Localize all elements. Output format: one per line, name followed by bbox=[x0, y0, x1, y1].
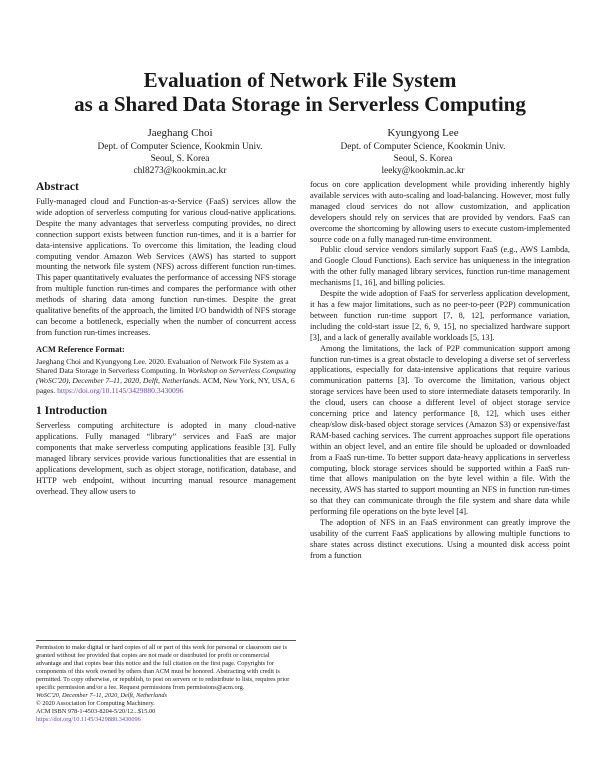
paper-title-line-1: Evaluation of Network File System bbox=[143, 68, 457, 92]
right-column bbox=[310, 180, 570, 562]
reference-publisher: . ACM, New York, NY, USA, 6 pages. bbox=[36, 376, 295, 396]
reference-doi-link[interactable]: https://doi.org/10.1145/3429880.3430096 bbox=[57, 386, 184, 396]
reference-format-text bbox=[36, 357, 296, 397]
body-paragraph: Among the limitations, the lack of P2P communication support among function run-times is a great obstacle to developing a diverse set of serverless applications, especially for data-intensive applications that require various communication patterns [3]. To overcome the limitation, various object storage services have been used to store intermediate datasets temporarily. In the cloud, users can choose a different level of object storage service concerning price and latency performance [8, 12], which uses either cheap/slow disk-based object storage services (Amazon S3) or expensive/fast RAM-based caching services. The current approaches support file operations within an object level, and an entire file should be uploaded or downloaded from a FaaS run-time. To better support data-heavy applications in serverless computing, block storage services should be supported within a FaaS run-time that allows manipulation on the byte level within a file. With the necessity, AWS has started to support mounting an NFS in function run-times so that they can communicate through the file system and share data while performing file operations on the byte level [4]. bbox=[310, 343, 570, 517]
body-paragraph: focus on core application development while providing inherently highly available services with auto-scaling and load-balancing. However, most fully managed cloud services do not allow customization, and application developers should rely on services that are provided by vendors. FaaS can overcome the shortcoming by allowing users to execute custom-implemented source code on a fully managed run-time environment. bbox=[310, 180, 570, 244]
abstract-text: Fully-managed cloud and Function-as-a-Service (FaaS) services allow the wide adoption of serverless computing for various cloud-native applications. Despite the many advantages that serverless computing provides, no direct connection support exists between function run-times, and it is a barrier for data-intensive applications. To overcome this limitation, the leading cloud computing vendor Amazon Web Services (AWS) has started to support mounting the network file system (NFS) across different function run-times. This paper quantitatively evaluates the performance of accessing NFS storage from multiple function run-times and compares the performance with other methods of sharing data among function run-times. Despite the great qualitative benefits of the approach, the limited I/O bandwidth of NFS storage can become a bottleneck, especially when the number of concurrent access from function run-times increases. bbox=[36, 197, 296, 337]
body-paragraph: Despite the wide adoption of FaaS for serverless application development, it has a few major limitations, such as no peer-to-peer (P2P) communication between function run-time support [7, 8, 12], performance variation, including the cold-start issue [2, 6, 9, 15], no specialized hardware support [3], and a lack of generally available workloads [5, 13]. bbox=[310, 289, 570, 342]
author-block-2 bbox=[303, 126, 543, 177]
body-paragraph: Public cloud service vendors similarly support FaaS (e.g., AWS Lambda, and Google Cloud Functions). Each service has uniqueness in the integration with the other fully managed library services, function run-time management mechanisms [1, 16], and billing policies. bbox=[310, 245, 570, 288]
reference-format-heading: ACM Reference Format: bbox=[36, 344, 125, 354]
author-block-1 bbox=[60, 126, 300, 177]
footnote-doi-link[interactable]: https://doi.org/10.1145/3429880.3430096 bbox=[36, 716, 141, 724]
reference-citation: Jaeghang Choi and Kyungyong Lee. 2020. Evaluation of Network File System as a Shared Data Storage in Serverless Computing. In bbox=[36, 356, 289, 376]
intro-heading: 1 Introduction bbox=[36, 405, 108, 418]
footnote-venue: WoSC'20, December 7–11, 2020, Delft, Netherlands bbox=[36, 692, 167, 700]
author-name: Kyungyong Lee bbox=[387, 127, 459, 139]
author-email: leeky@kookmin.ac.kr bbox=[381, 166, 465, 176]
abstract-heading: Abstract bbox=[36, 181, 79, 193]
copyright-footnote bbox=[36, 640, 296, 724]
author-email: chl8273@kookmin.ac.kr bbox=[133, 166, 227, 176]
author-city: Seoul, S. Korea bbox=[393, 154, 453, 164]
author-affiliation: Dept. of Computer Science, Kookmin Univ. bbox=[340, 142, 506, 152]
footnote-isbn: ACM ISBN 978-1-4503-8204-5/20/12...$15.00 bbox=[36, 708, 156, 716]
paper-title-line-2: as a Shared Data Storage in Serverless Computing bbox=[74, 92, 526, 116]
left-column bbox=[36, 180, 296, 498]
intro-text: Serverless computing architecture is adopted in many cloud-native applications. Fully managed “library” services and FaaS are major components that make serverless computing applications feasible [3]. Fully managed library services provide various functionalities that are essential in applications development, such as object storage, notification, database, and HTTP web endpoint, without incurring manual resource management overhead. They allow users to bbox=[36, 421, 296, 496]
author-affiliation: Dept. of Computer Science, Kookmin Univ. bbox=[97, 142, 263, 152]
body-paragraph: The adoption of NFS in an FaaS environment can greatly improve the usability of the current FaaS applications by allowing multiple functions to share states across distinct executions. Using a mounted disk access point from a function bbox=[310, 518, 570, 560]
author-name: Jaeghang Choi bbox=[147, 127, 213, 139]
footnote-copyright: © 2020 Association for Computing Machinery. bbox=[36, 700, 155, 708]
reference-venue: Workshop on Serverless Computing (WoSC'20), December 7–11, 2020, Delft, Netherlands bbox=[36, 366, 296, 386]
author-city: Seoul, S. Korea bbox=[150, 154, 210, 164]
permission-notice: Permission to make digital or hard copies of all or part of this work for personal or classroom use is granted without fee provided that copies are not made or distributed for profit or commercial advantage and that copies bear this notice and the full citation on the first page. Copyrights for components of this work owned by others than ACM must be honored. Abstracting with credit is permitted. To copy otherwise, or republish, to post on servers or to redistribute to lists, requires prior specific permission and/or a fee. Request permissions from permissions@acm.org. bbox=[36, 644, 290, 692]
